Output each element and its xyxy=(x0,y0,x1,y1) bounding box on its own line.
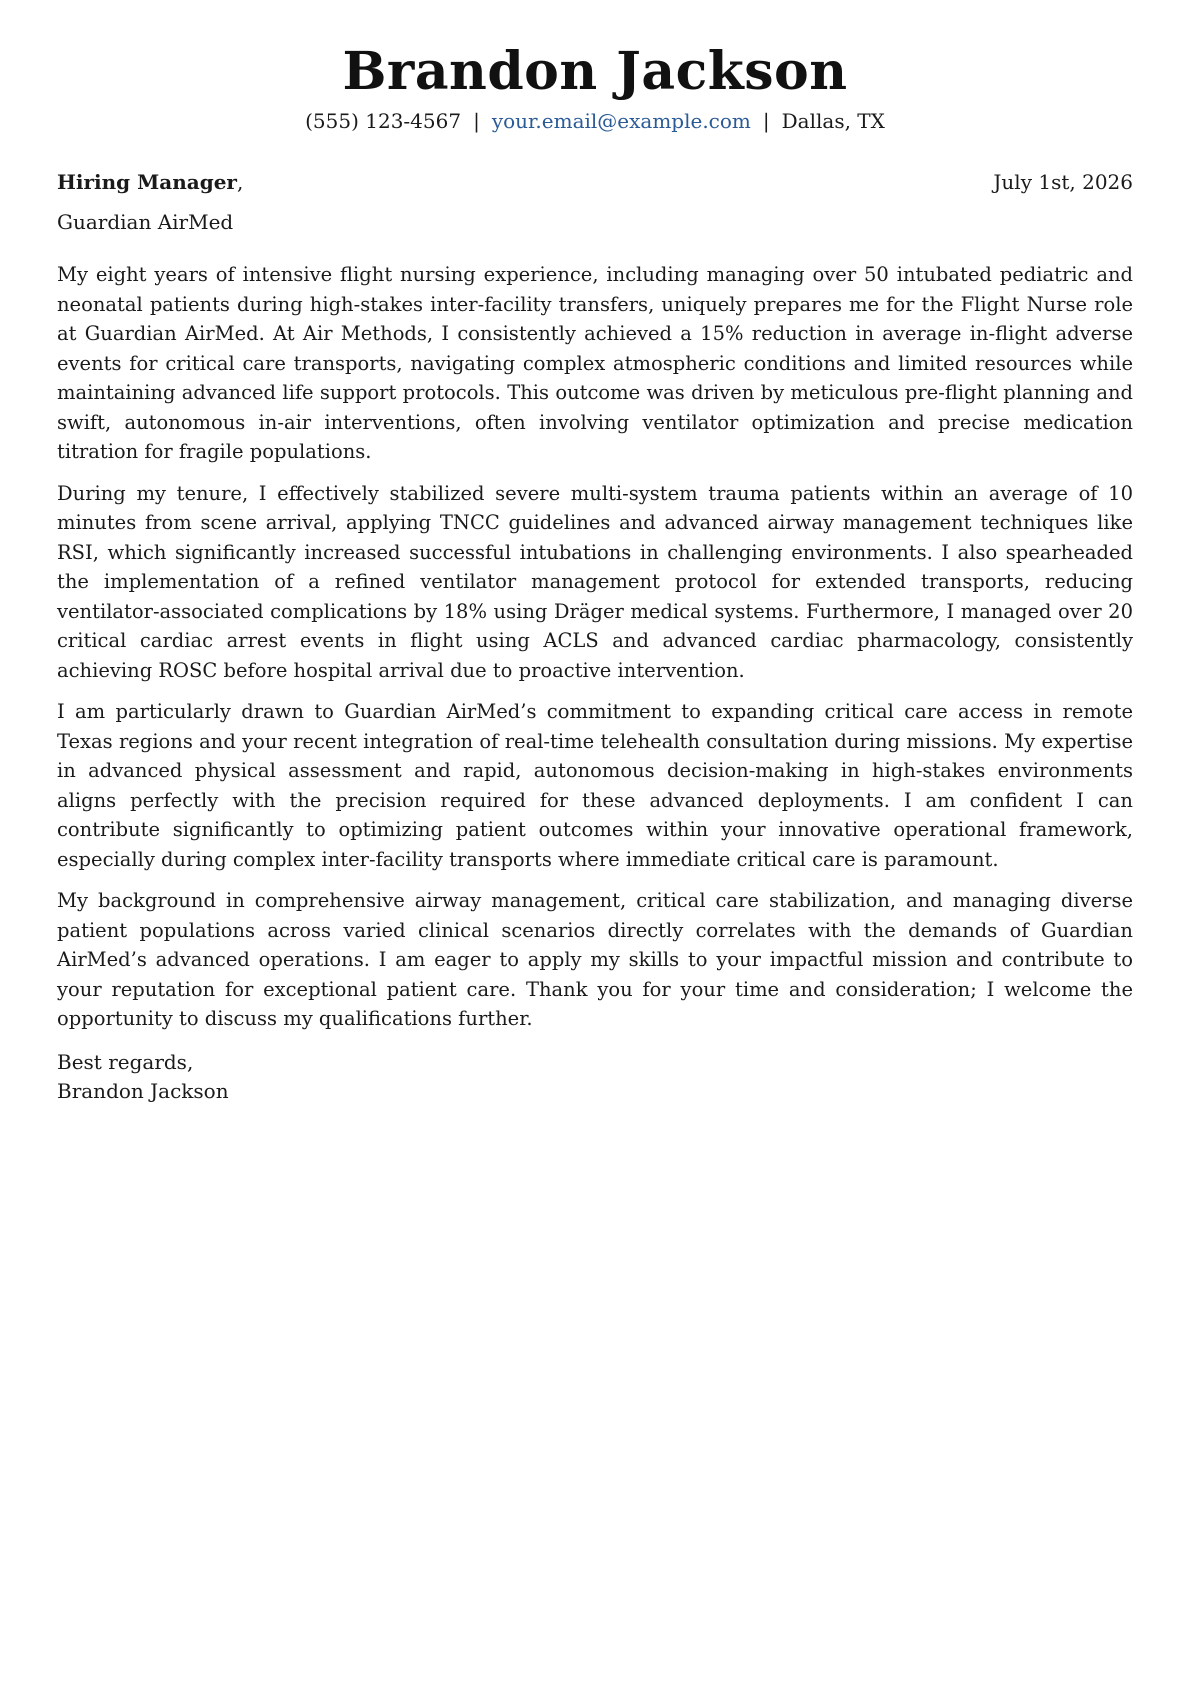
recipient-row xyxy=(57,168,1133,196)
closing-salutation: Best regards, xyxy=(57,1049,194,1074)
body-paragraph: During my tenure, I effectively stabilized severe multi-system trauma patients within an average of 10 minutes from scene arrival, applying TNCC guidelines and advanced airway management techniques like RSI, which significantly increased successful intubations in challenging environments. I also spearheaded the implementation of a refined ventilator management protocol for extended transports, reducing ventilator-associated complications by 18% using Dräger medical systems. Furthermore, I managed over 20 critical cardiac arrest events in flight using ACLS and advanced cardiac pharmacology, consistently achieving ROSC before hospital arrival due to proactive intervention. xyxy=(57,481,1133,682)
body-paragraph: My eight years of intensive flight nursing experience, including managing over 50 intubated pediatric and neonatal patients during high-stakes inter-facility transfers, uniquely prepares me for the Flight Nurse role at Guardian AirMed. At Air Methods, I consistently achieved a 15% reduction in average in-flight adverse events for critical care transports, navigating complex atmospheric conditions and limited resources while maintaining advanced life support protocols. This outcome was driven by meticulous pre-flight planning and swift, autonomous in-air interventions, often involving ventilator optimization and precise medication titration for fragile populations. xyxy=(57,263,1133,463)
contact-separator: | xyxy=(762,109,770,133)
recipient-company: Guardian AirMed xyxy=(57,210,234,234)
phone-number: (555) 123-4567 xyxy=(305,109,462,133)
recipient-comma: , xyxy=(236,170,244,194)
letter-body xyxy=(57,260,1133,1034)
applicant-name: Brandon Jackson xyxy=(342,41,848,102)
letter-date: July 1st, 2026 xyxy=(993,170,1133,194)
location: Dallas, TX xyxy=(781,109,885,133)
body-paragraph: My background in comprehensive airway management, critical care stabilization, and managing diverse patient populations across varied clinical scenarios directly correlates with the demands of Guardian AirMed’s advanced operations. I am eager to apply my skills to your impactful mission and contribute to your reputation for exceptional patient care. Thank you for your time and consideration; I welcome the opportunity to discuss my qualifications further. xyxy=(57,889,1133,1030)
letter-closing xyxy=(57,1048,1133,1106)
recipient-greeting xyxy=(57,168,243,196)
signature-name: Brandon Jackson xyxy=(57,1078,229,1103)
contact-line xyxy=(57,104,1133,138)
contact-separator: | xyxy=(473,109,480,133)
recipient-name: Hiring Manager xyxy=(57,170,237,194)
email-link[interactable]: your.email@example.com xyxy=(491,109,751,133)
body-paragraph: I am particularly drawn to Guardian AirMed’s commitment to expanding critical care access in remote Texas regions and your recent integration of real-time telehealth consultation during missions. My expertise in advanced physical assessment and rapid, autonomous decision-making in high-stakes environments aligns perfectly with the precision required for these advanced deployments. I am confident I can contribute significantly to optimizing patient outcomes within your innovative operational framework, especially during complex inter-facility transports where immediate critical care is paramount. xyxy=(57,700,1133,871)
